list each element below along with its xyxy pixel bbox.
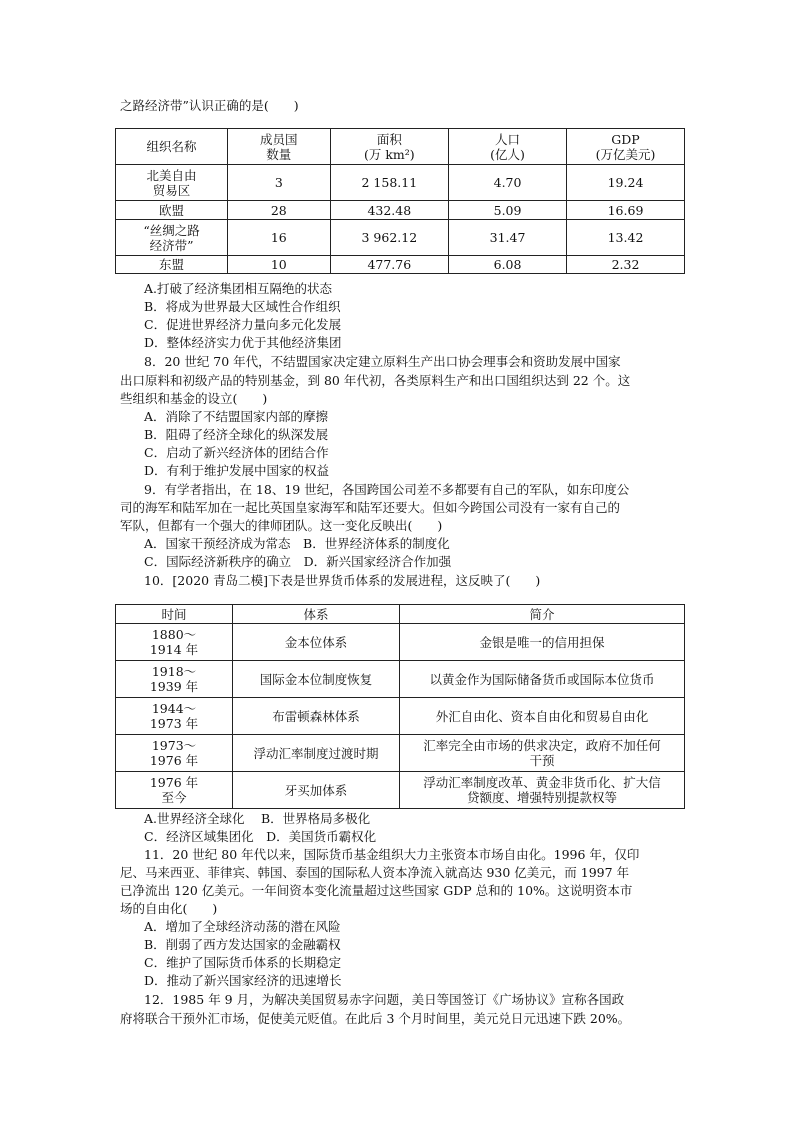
- system-cell: 浮动汇率制度过渡时期: [233, 735, 400, 772]
- time-cell: 1918～ 1939 年: [116, 661, 233, 698]
- header-cell: 成员国 数量: [228, 129, 331, 165]
- q11-stem-line: 场的自由化( ): [120, 901, 218, 916]
- economic-organizations-table: [115, 128, 685, 274]
- q11-option-a: A．增加了全球经济动荡的潜在风险: [144, 919, 341, 934]
- q8-option-b: B．阻碍了经济全球化的纵深发展: [144, 427, 329, 442]
- table-row: [116, 661, 685, 698]
- q10-stem: 10．[2020 青岛二模]下表是世界货币体系的发展进程，这反映了( ): [144, 573, 541, 588]
- desc-cell: 以黄金作为国际储备货币或国际本位货币: [400, 661, 685, 698]
- currency-system-table: [115, 604, 685, 809]
- desc-cell: 金银是唯一的信用担保: [400, 624, 685, 661]
- population-cell: 31.47: [449, 220, 567, 256]
- q11-option-c: C．维护了国际货币体系的长期稳定: [144, 955, 342, 970]
- time-cell: 1944～ 1973 年: [116, 698, 233, 735]
- members-cell: 10: [228, 256, 331, 274]
- q8-option-d: D．有利于维护发展中国家的权益: [144, 463, 330, 478]
- members-cell: 28: [228, 201, 331, 220]
- desc-cell: 汇率完全由市场的供求决定，政府不加任何 干预: [400, 735, 685, 772]
- q11-stem-line: 尼、马来西亚、菲律宾、韩国、泰国的国际私人资本净流入就高达 930 亿美元，而 1997 年: [120, 865, 630, 880]
- gdp-cell: 16.69: [567, 201, 685, 220]
- area-cell: 432.48: [330, 201, 449, 220]
- q8-stem-line: 出口原料和初级产品的特别基金，到 80 年代初，各类原料生产和出口国组织达到 22 个。这: [120, 373, 631, 388]
- time-cell: 1973～ 1976 年: [116, 735, 233, 772]
- q8-option-a: A．消除了不结盟国家内部的摩擦: [144, 409, 329, 424]
- table-row: [116, 220, 685, 256]
- system-cell: 牙买加体系: [233, 772, 400, 809]
- q7-option-d: D．整体经济实力优于其他经济集团: [144, 335, 342, 350]
- population-cell: 4.70: [449, 165, 567, 201]
- table-row: [116, 165, 685, 201]
- q7-option-a: A.打破了经济集团相互隔绝的状态: [144, 281, 333, 296]
- table-row: [116, 735, 685, 772]
- table-row: [116, 698, 685, 735]
- time-cell: 1880～ 1914 年: [116, 624, 233, 661]
- system-cell: 布雷顿森林体系: [233, 698, 400, 735]
- desc-cell: 浮动汇率制度改革、黄金非货币化、扩大信 贷额度、增强特别提款权等: [400, 772, 685, 809]
- population-cell: 5.09: [449, 201, 567, 220]
- q10-options-cd: C．经济区域集团化 D．美国货币霸权化: [144, 829, 377, 844]
- org-name-cell: 东盟: [116, 256, 228, 274]
- header-cell: 组织名称: [116, 129, 228, 165]
- table-row: [116, 624, 685, 661]
- time-cell: 1976 年 至今: [116, 772, 233, 809]
- question-intro: 之路经济带”认识正确的是( ): [120, 98, 299, 113]
- q11-stem-line: 已净流出 120 亿美元。一年间资本变化流量超过这些国家 GDP 总和的 10%。这说明资本市: [120, 883, 633, 898]
- org-name-cell: “丝绸之路 经济带”: [116, 220, 228, 256]
- q10-options-ab: A.世界经济全球化 B．世界格局多极化: [144, 811, 371, 826]
- area-cell: 2 158.11: [330, 165, 449, 201]
- header-cell: 体系: [233, 605, 400, 624]
- members-cell: 3: [228, 165, 331, 201]
- q9-options-cd: C．国际经济新秩序的确立 D．新兴国家经济合作加强: [144, 554, 452, 569]
- area-cell: 477.76: [330, 256, 449, 274]
- table-row: [116, 256, 685, 274]
- q8-stem-line: 8．20 世纪 70 年代，不结盟国家决定建立原料生产出口协会理事会和资助发展中国家: [144, 354, 621, 369]
- header-cell: 简介: [400, 605, 685, 624]
- table-row: [116, 772, 685, 809]
- gdp-cell: 19.24: [567, 165, 685, 201]
- q12-stem-line: 12．1985 年 9 月，为解决美国贸易赤字问题，美日等国签订《广场协议》宣称各国政: [144, 992, 625, 1007]
- desc-cell: 外汇自由化、资本自由化和贸易自由化: [400, 698, 685, 735]
- q9-stem-line: 9．有学者指出，在 18、19 世纪，各国跨国公司差不多都要有自己的军队，如东印度公: [144, 482, 630, 497]
- gdp-cell: 13.42: [567, 220, 685, 256]
- q9-stem-line: 军队，但都有一个强大的律师团队。这一变化反映出( ): [120, 518, 443, 533]
- header-cell: 时间: [116, 605, 233, 624]
- q8-option-c: C．启动了新兴经济体的团结合作: [144, 445, 329, 460]
- table-row: [116, 201, 685, 220]
- q12-stem-line: 府将联合干预外汇市场，促使美元贬值。在此后 3 个月时间里，美元兑日元迅速下跌 20%。: [120, 1011, 631, 1026]
- q7-option-c: C．促进世界经济力量向多元化发展: [144, 317, 342, 332]
- org-name-cell: 北美自由 贸易区: [116, 165, 228, 201]
- q7-option-b: B．将成为世界最大区域性合作组织: [144, 299, 341, 314]
- header-cell: 人口 (亿人): [449, 129, 567, 165]
- q11-option-b: B．削弱了西方发达国家的金融霸权: [144, 937, 341, 952]
- org-name-cell: 欧盟: [116, 201, 228, 220]
- members-cell: 16: [228, 220, 331, 256]
- q11-option-d: D．推动了新兴国家经济的迅速增长: [144, 973, 342, 988]
- table-header-row: [116, 129, 685, 165]
- q9-options-ab: A．国家干预经济成为常态 B．世界经济体系的制度化: [144, 536, 450, 551]
- system-cell: 国际金本位制度恢复: [233, 661, 400, 698]
- area-cell: 3 962.12: [330, 220, 449, 256]
- population-cell: 6.08: [449, 256, 567, 274]
- q11-stem-line: 11．20 世纪 80 年代以来，国际货币基金组织大力主张资本市场自由化。1996 年，仅印: [144, 847, 640, 862]
- header-cell: GDP (万亿美元): [567, 129, 685, 165]
- header-cell: 面积 (万 km²): [330, 129, 449, 165]
- system-cell: 金本位体系: [233, 624, 400, 661]
- q8-stem-line: 些组织和基金的设立( ): [120, 391, 268, 406]
- gdp-cell: 2.32: [567, 256, 685, 274]
- q9-stem-line: 司的海军和陆军加在一起比英国皇家海军和陆军还要大。但如今跨国公司没有一家有自己的: [120, 500, 621, 515]
- table-header-row: [116, 605, 685, 624]
